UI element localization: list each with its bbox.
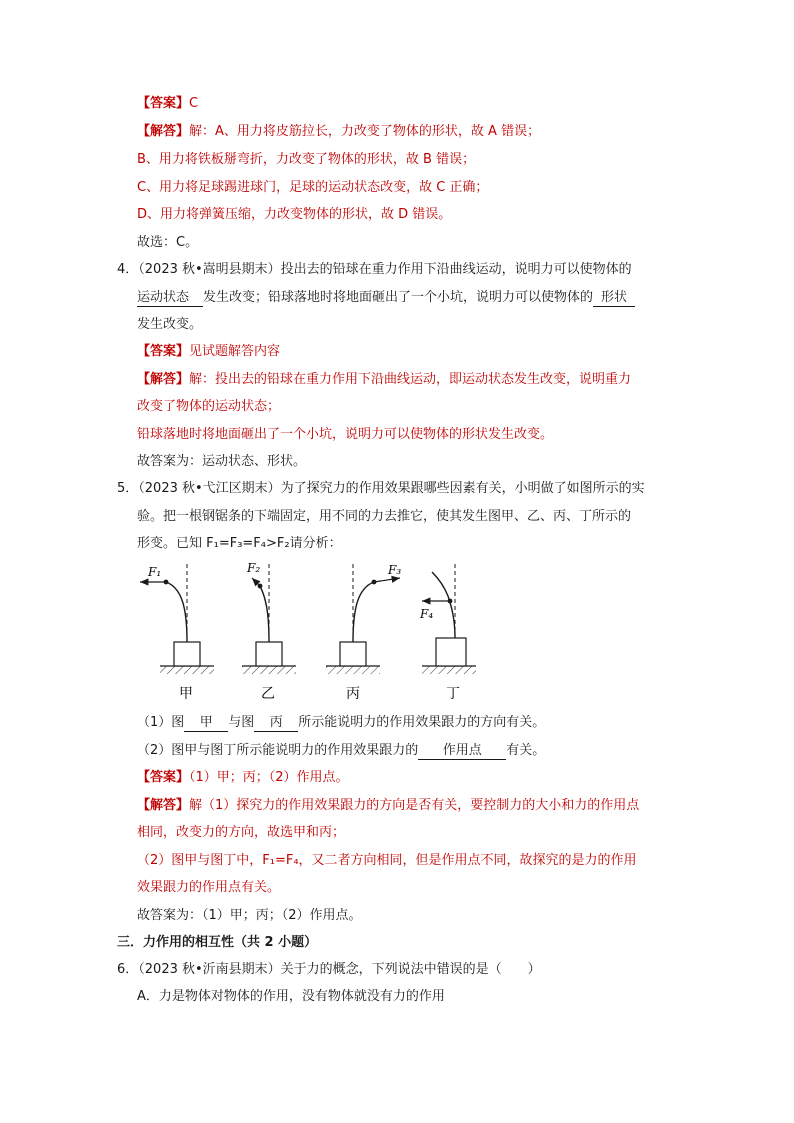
q3-select: 故选：C。 (137, 235, 199, 250)
sub2-suffix: 有关。 (506, 743, 546, 758)
force-arrow (374, 578, 400, 582)
q4-analysis-cont: 改变了物体的运动状态； (137, 399, 281, 414)
q6-option-a[interactable]: A．力是物体对物体的作用，没有物体就没有力的作用 (137, 989, 445, 1004)
q3-analysis-line: B、用力将铁板掰弯折，力改变了物体的形状，故 B 错误； (137, 152, 476, 167)
figure-label: 丁 (446, 686, 460, 702)
q4-blank2: 形状 (593, 290, 635, 307)
q5-stem-line3: 形变。已知 F₁=F₃=F₄>F₂请分析： (137, 536, 342, 551)
sub2-prefix: （2）图甲与图丁所示能说明力的作用效果跟力的 (137, 743, 419, 758)
force-label: F₃ (388, 563, 402, 577)
answer-value: 见试题解答内容 (189, 344, 281, 359)
analysis-text: 解：投出去的铅球在重力作用下沿曲线运动，即运动状态发生改变，说明重力 (189, 372, 632, 387)
bent-blade (353, 582, 374, 642)
q5-stem-line2: 验。把一根钢锯条的下端固定，用不同的力去推它，使其发生图甲、乙、丙、丁所示的 (137, 509, 632, 524)
q4-answer (137, 342, 280, 362)
base-block (174, 642, 200, 666)
figure-jia (140, 564, 214, 702)
ground-hatch (326, 666, 380, 674)
analysis-tag: 【解答】 (137, 798, 190, 813)
q4-stem-line1: 4．（2023 秋•嵩明县期末）投出去的铅球在重力作用下沿曲线运动，说明力可以使物体的 (117, 262, 632, 277)
q4-stem-line3: 发生改变。 (137, 317, 203, 332)
q5-stem-line1: 5．（2023 秋•弋江区期末）为了探究力的作用效果跟哪些因素有关，小明做了如图所示的实 (117, 481, 645, 496)
figure-yi (242, 561, 296, 702)
sub1-prefix: （1）图 (137, 715, 185, 730)
answer-value: C (189, 96, 199, 111)
q3-analysis-line: C、用力将足球踢进球门，足球的运动状态改变，故 C 正确； (137, 180, 489, 195)
q5-blank2: 丙 (254, 715, 298, 732)
q5-analysis (137, 796, 639, 816)
q6-stem: 6．（2023 秋•沂南县期末）关于力的概念，下列说法中错误的是（ ） (117, 962, 541, 977)
base-block (436, 638, 466, 666)
q3-answer (137, 94, 198, 114)
base-block (256, 642, 282, 666)
q5-blank1: 甲 (184, 715, 228, 732)
q4-stem-mid: 发生改变；铅球落地时将地面砸出了一个小坑，说明力可以使物体的 (203, 290, 594, 305)
figure-ding (419, 564, 476, 702)
q3-analysis-line: D、用力将弹簧压缩，力改变物体的形状，故 D 错误。 (137, 207, 452, 222)
bent-blade (432, 572, 455, 638)
q5-sub2 (137, 741, 545, 761)
q4-blank1: 运动状态 (137, 290, 203, 307)
q3-analysis (137, 122, 540, 142)
figure-label: 乙 (261, 686, 275, 702)
answer-tag: 【答案】 (137, 96, 190, 111)
q5-blank3: 作用点 (418, 743, 506, 760)
figure-label: 丙 (346, 686, 360, 702)
q5-analysis-line3: 效果跟力的作用点有关。 (137, 880, 281, 895)
q5-sub1 (137, 713, 545, 733)
figure-label: 甲 (179, 686, 193, 702)
q4-final-answer: 故答案为：运动状态、形状。 (137, 454, 307, 469)
q5-analysis-line2: （2）图甲与图丁中，F₁=F₄，又二者方向相同，但是作用点不同，故探究的是力的作用 (137, 853, 637, 868)
analysis-text: 解（1）探究力的作用效果跟力的方向是否有关，要控制力的大小和力的作用点 (189, 798, 640, 813)
ground-hatch (160, 666, 214, 674)
q5-analysis-cont: 相同，改变力的方向，故选甲和丙； (137, 825, 346, 840)
base-block (340, 642, 366, 666)
ground-hatch (242, 666, 296, 674)
figure-bing (326, 563, 401, 702)
force-label: F₄ (420, 607, 434, 621)
q4-analysis-line2: 铅球落地时将地面砸出了一个小坑，说明力可以使物体的形状发生改变。 (137, 427, 554, 442)
answer-tag: 【答案】 (137, 344, 190, 359)
bent-blade (260, 586, 269, 642)
answer-value: （1）甲；丙；（2）作用点。 (189, 770, 349, 785)
q5-answer (137, 768, 349, 788)
sub1-mid: 与图 (228, 715, 255, 730)
analysis-tag: 【解答】 (137, 124, 190, 139)
ground-hatch (422, 666, 476, 674)
q4-stem-line2 (137, 288, 635, 308)
bent-blade (166, 582, 187, 642)
sub1-suffix: 所示能说明力的作用效果跟力的方向有关。 (298, 715, 546, 730)
analysis-text: 解：A、用力将皮筋拉长，力改变了物体的形状，故 A 错误； (189, 124, 541, 139)
q4-analysis (137, 370, 631, 390)
answer-tag: 【答案】 (137, 770, 190, 785)
force-label: F₂ (247, 561, 261, 575)
q5-figure (130, 558, 690, 708)
force-label: F₁ (148, 565, 162, 579)
analysis-tag: 【解答】 (137, 372, 190, 387)
section-title: 三．力作用的相互性（共 2 小题） (117, 935, 318, 950)
force-arrow (252, 578, 260, 586)
q5-final-answer: 故答案为：（1）甲；丙；（2）作用点。 (137, 908, 362, 923)
